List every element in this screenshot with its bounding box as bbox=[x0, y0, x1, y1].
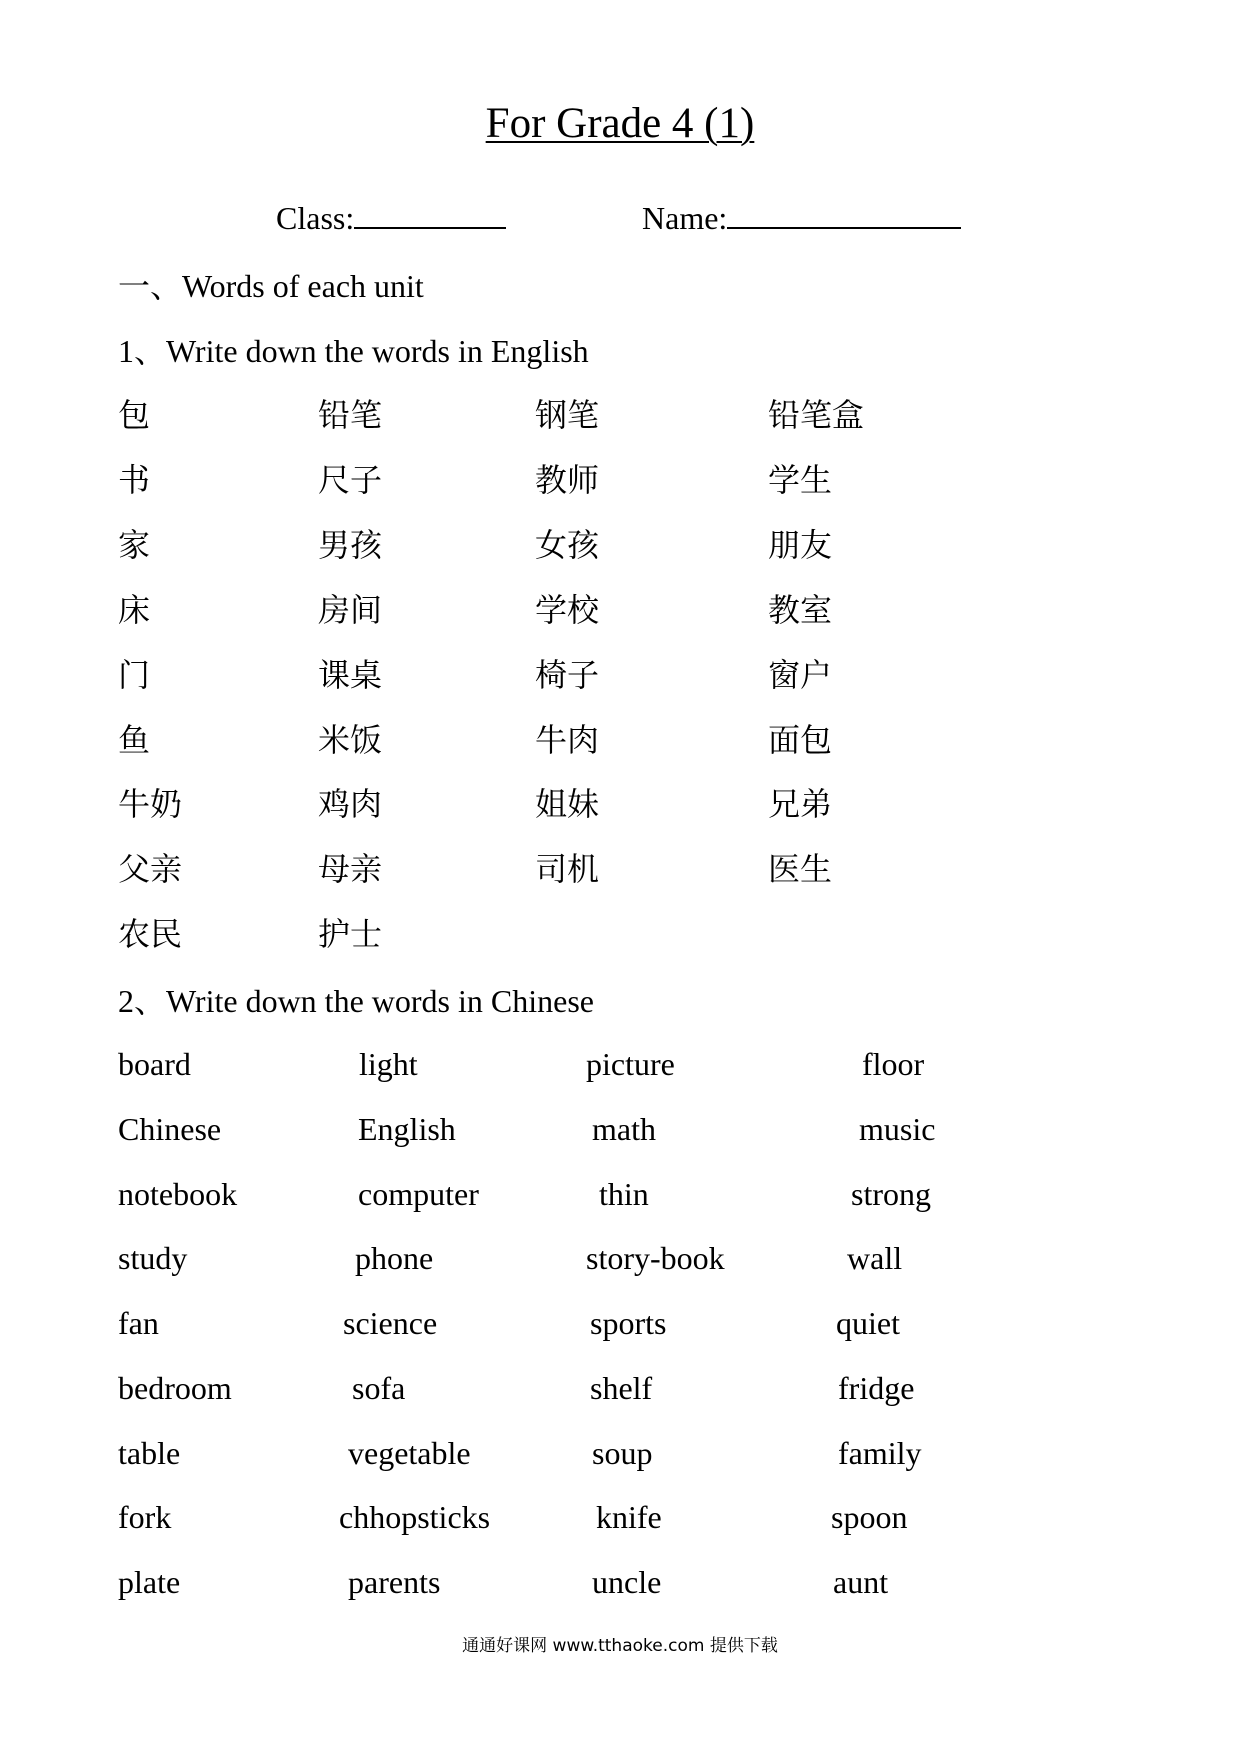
chinese-word: 铅笔 bbox=[318, 396, 383, 434]
english-word: fridge bbox=[838, 1370, 915, 1406]
chinese-word: 护士 bbox=[318, 915, 383, 953]
name-label: Name: bbox=[642, 200, 728, 236]
class-field bbox=[276, 198, 506, 238]
english-word: Chinese bbox=[118, 1111, 222, 1147]
chinese-word: 鸡肉 bbox=[318, 785, 383, 823]
chinese-word: 椅子 bbox=[535, 656, 600, 694]
english-word: picture bbox=[586, 1046, 675, 1082]
english-word: story-book bbox=[586, 1240, 725, 1276]
worksheet-title bbox=[0, 96, 1240, 152]
english-word: family bbox=[838, 1435, 922, 1471]
english-word: plate bbox=[118, 1564, 181, 1600]
chinese-word: 尺子 bbox=[318, 461, 383, 499]
class-blank-line[interactable] bbox=[354, 199, 506, 229]
chinese-word: 牛奶 bbox=[118, 785, 183, 823]
chinese-word: 姐妹 bbox=[535, 785, 600, 823]
english-word: wall bbox=[847, 1240, 903, 1276]
english-word: vegetable bbox=[348, 1435, 471, 1471]
english-word: board bbox=[118, 1046, 191, 1082]
english-word: thin bbox=[599, 1176, 649, 1212]
english-word: fan bbox=[118, 1305, 159, 1341]
english-word: light bbox=[359, 1046, 418, 1082]
class-label: Class: bbox=[276, 200, 355, 236]
english-word: study bbox=[118, 1240, 188, 1276]
english-word: computer bbox=[358, 1176, 479, 1212]
chinese-word: 教师 bbox=[535, 461, 600, 499]
english-word: shelf bbox=[590, 1370, 653, 1406]
name-field bbox=[642, 198, 961, 238]
part-one-heading: 1、Write down the words in English bbox=[118, 333, 589, 369]
english-word: English bbox=[358, 1111, 456, 1147]
chinese-word: 鱼 bbox=[118, 721, 151, 759]
english-word: music bbox=[859, 1111, 936, 1147]
chinese-word: 女孩 bbox=[535, 526, 600, 564]
footer-source-note: 通通好课网 www.tthaoke.com 提供下载 bbox=[462, 1636, 778, 1656]
section-one-heading: 一、Words of each unit bbox=[118, 268, 424, 304]
english-word: aunt bbox=[833, 1564, 889, 1600]
english-word: soup bbox=[592, 1435, 653, 1471]
chinese-word: 铅笔盒 bbox=[768, 396, 865, 434]
chinese-word: 床 bbox=[118, 591, 151, 629]
chinese-word: 学生 bbox=[768, 461, 833, 499]
english-word: floor bbox=[862, 1046, 925, 1082]
chinese-word: 包 bbox=[118, 396, 151, 434]
chinese-word: 母亲 bbox=[318, 850, 383, 888]
english-word: notebook bbox=[118, 1176, 238, 1212]
english-word: spoon bbox=[831, 1499, 908, 1535]
english-word: phone bbox=[355, 1240, 434, 1276]
part-two-heading: 2、Write down the words in Chinese bbox=[118, 983, 594, 1019]
english-word: knife bbox=[596, 1499, 662, 1535]
chinese-word: 面包 bbox=[768, 721, 833, 759]
chinese-word: 农民 bbox=[118, 915, 183, 953]
name-blank-line[interactable] bbox=[727, 199, 961, 229]
chinese-word: 医生 bbox=[768, 850, 833, 888]
english-word: fork bbox=[118, 1499, 172, 1535]
chinese-word: 钢笔 bbox=[535, 396, 600, 434]
english-word: sports bbox=[590, 1305, 667, 1341]
chinese-word: 米饭 bbox=[318, 721, 383, 759]
chinese-word: 父亲 bbox=[118, 850, 183, 888]
chinese-word: 窗户 bbox=[768, 656, 833, 694]
english-word: quiet bbox=[836, 1305, 900, 1341]
chinese-word: 课桌 bbox=[318, 656, 383, 694]
chinese-word: 门 bbox=[118, 656, 151, 694]
english-word: chhopsticks bbox=[339, 1499, 491, 1535]
chinese-word: 学校 bbox=[535, 591, 600, 629]
chinese-word: 朋友 bbox=[768, 526, 833, 564]
chinese-word: 教室 bbox=[768, 591, 833, 629]
english-word: sofa bbox=[352, 1370, 406, 1406]
chinese-word: 兄弟 bbox=[768, 785, 833, 823]
chinese-word: 牛肉 bbox=[535, 721, 600, 759]
english-word: science bbox=[343, 1305, 438, 1341]
english-word: uncle bbox=[592, 1564, 662, 1600]
chinese-word: 房间 bbox=[318, 591, 383, 629]
english-word: parents bbox=[348, 1564, 441, 1600]
worksheet-title-text: For Grade 4 (1) bbox=[485, 100, 755, 147]
english-word: table bbox=[118, 1435, 181, 1471]
english-word: math bbox=[592, 1111, 656, 1147]
english-word: strong bbox=[851, 1176, 931, 1212]
chinese-word: 书 bbox=[118, 461, 151, 499]
chinese-word: 男孩 bbox=[318, 526, 383, 564]
chinese-word: 司机 bbox=[535, 850, 600, 888]
chinese-word: 家 bbox=[118, 526, 151, 564]
english-word: bedroom bbox=[118, 1370, 232, 1406]
